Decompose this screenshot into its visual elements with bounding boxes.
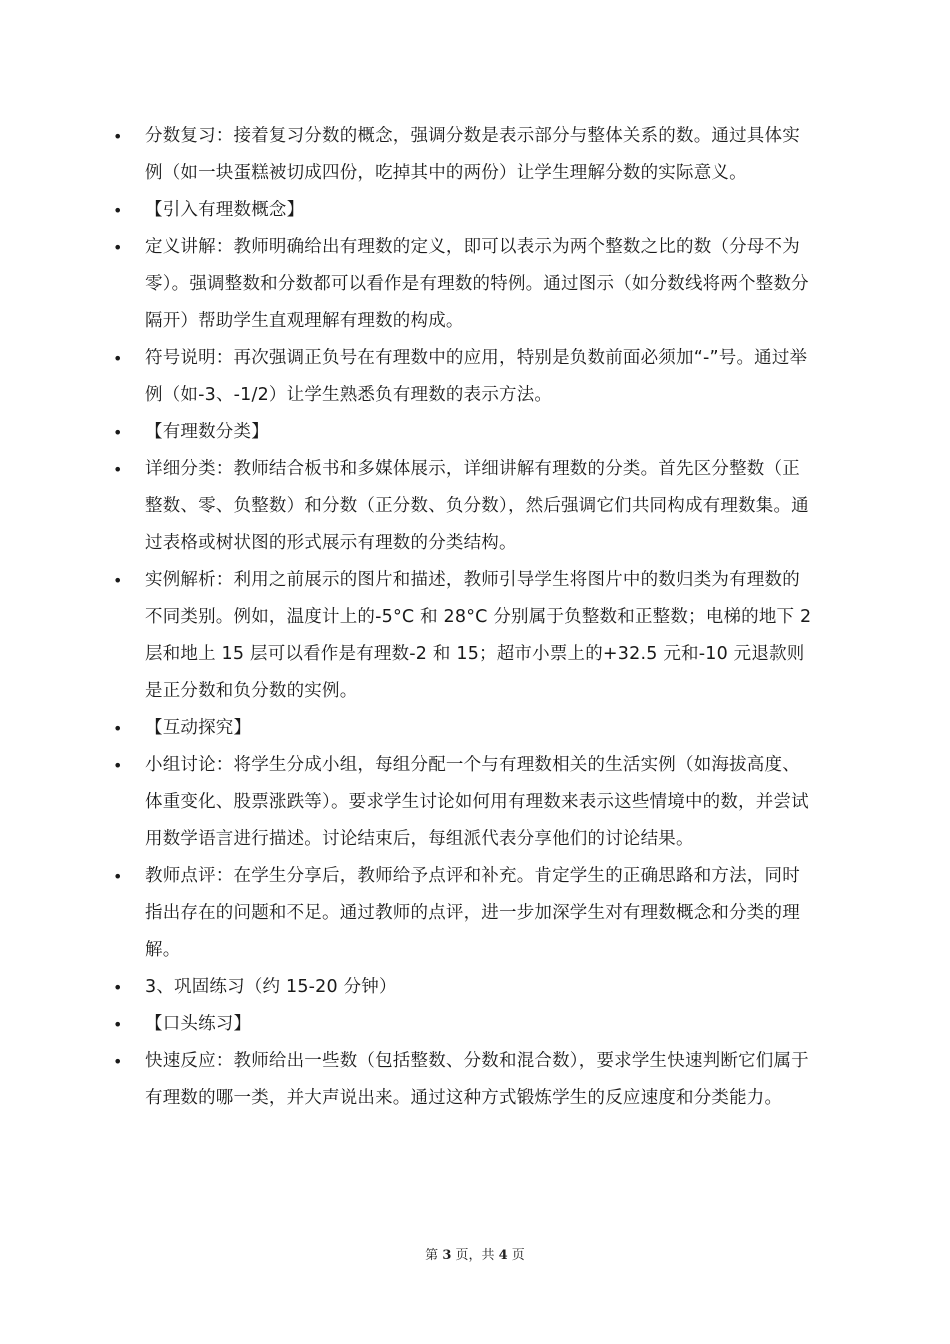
list-item [113, 192, 813, 229]
bullet-icon: • [113, 719, 123, 738]
footer-middle: 页，共 [451, 1248, 499, 1263]
bullet-icon: • [113, 238, 123, 257]
bullet-list [113, 118, 813, 1117]
list-item-text: 符号说明：再次强调正负号在有理数中的应用，特别是负数前面必须加“-”号。通过举例（如-3、-1/2）让学生熟悉负有理数的表示方法。 [145, 348, 808, 405]
footer-suffix: 页 [507, 1248, 525, 1263]
bullet-icon: • [113, 978, 123, 997]
list-item [113, 969, 813, 1006]
bullet-icon: • [113, 867, 123, 886]
list-item [113, 562, 813, 710]
list-item-text: 【有理数分类】 [145, 422, 269, 442]
bullet-icon: • [113, 127, 123, 146]
list-item-text: 教师点评：在学生分享后，教师给予点评和补充。肯定学生的正确思路和方法，同时指出存在的问题和不足。通过教师的点评，进一步加深学生对有理数概念和分类的理解。 [145, 866, 800, 960]
footer-prefix: 第 [425, 1248, 443, 1263]
list-item [113, 451, 813, 562]
list-item-text: 定义讲解：教师明确给出有理数的定义，即可以表示为两个整数之比的数（分母不为零）。强调整数和分数都可以看作是有理数的特例。通过图示（如分数线将两个整数分隔开）帮助学生直观理解有理数的构成。 [145, 237, 809, 331]
list-item [113, 414, 813, 451]
list-item [113, 747, 813, 858]
page-footer [0, 1244, 950, 1263]
list-item-text: 分数复习：接着复习分数的概念，强调分数是表示部分与整体关系的数。通过具体实例（如一块蛋糕被切成四份，吃掉其中的两份）让学生理解分数的实际意义。 [145, 126, 800, 183]
list-item-text: 【口头练习】 [145, 1014, 252, 1034]
bullet-icon: • [113, 201, 123, 220]
footer-total-pages: 4 [498, 1248, 508, 1263]
list-item-text: 快速反应：教师给出一些数（包括整数、分数和混合数），要求学生快速判断它们属于有理数的哪一类，并大声说出来。通过这种方式锻炼学生的反应速度和分类能力。 [145, 1051, 809, 1108]
list-item [113, 118, 813, 192]
list-item-text: 小组讨论：将学生分成小组，每组分配一个与有理数相关的生活实例（如海拔高度、体重变化、股票涨跌等）。要求学生讨论如何用有理数来表示这些情境中的数，并尝试用数学语言进行描述。讨论结束后，每组派代表分享他们的讨论结果。 [145, 755, 809, 849]
list-item [113, 1006, 813, 1043]
list-item [113, 1043, 813, 1117]
list-item-text: 【互动探究】 [145, 718, 252, 738]
bullet-icon: • [113, 1015, 123, 1034]
bullet-icon: • [113, 460, 123, 479]
bullet-icon: • [113, 571, 123, 590]
list-item [113, 710, 813, 747]
list-item-text: 详细分类：教师结合板书和多媒体展示，详细讲解有理数的分类。首先区分整数（正整数、零、负整数）和分数（正分数、负分数），然后强调它们共同构成有理数集。通过表格或树状图的形式展示有理数的分类结构。 [145, 459, 809, 553]
bullet-icon: • [113, 423, 123, 442]
list-item [113, 340, 813, 414]
bullet-icon: • [113, 756, 123, 775]
list-item [113, 858, 813, 969]
bullet-icon: • [113, 349, 123, 368]
list-item [113, 229, 813, 340]
list-item-text: 3、巩固练习（约 15-20 分钟） [145, 977, 397, 997]
list-item-text: 【引入有理数概念】 [145, 200, 305, 220]
bullet-icon: • [113, 1052, 123, 1071]
list-item-text: 实例解析：利用之前展示的图片和描述，教师引导学生将图片中的数归类为有理数的不同类别。例如，温度计上的-5°C 和 28°C 分别属于负整数和正整数；电梯的地下 2 层和地上 15 层可以看作是有理数-2 和 15；超市小票上的+32.5 元和-10 元退款则是正分数和负分数的实例。 [145, 570, 812, 701]
footer-current-page: 3 [442, 1248, 452, 1263]
